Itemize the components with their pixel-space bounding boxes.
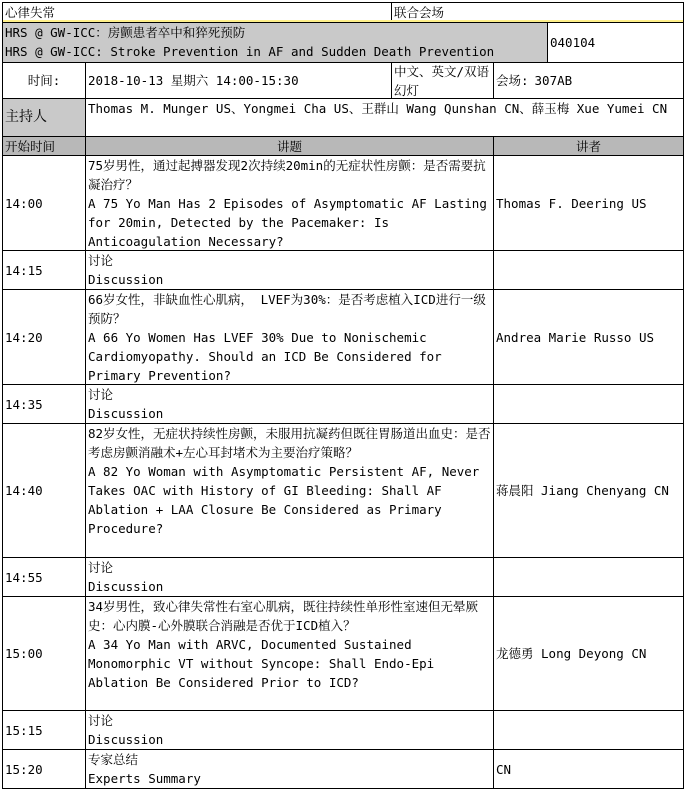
topic-cn: 82岁女性，无症状持续性房颤，未服用抗凝药但既往胃肠道出血史：是否考虑房颤消融术+左心耳封堵术为主要治疗策略？: [88, 426, 491, 460]
row-topic-cell: [86, 558, 494, 596]
session-type: 联合会场: [394, 5, 445, 20]
title-cell: [3, 23, 548, 62]
row-topic-cell: [86, 750, 494, 788]
column-header-row: [2, 137, 684, 156]
table-row: [2, 750, 684, 789]
col-topic-label: 讲题: [276, 138, 302, 154]
header-accent-strip: [3, 20, 683, 22]
title-row: [2, 23, 684, 63]
topic-en: Discussion: [88, 732, 164, 747]
topic-cn: 讨论: [88, 387, 114, 402]
col-start-time-header: [3, 137, 86, 155]
topic-en: A 34 Yo Man with ARVC, Documented Sustained Monomorphic VT without Syncope: Shall Endo-Epi Ablation Be Considered Prior to ICD?: [88, 637, 435, 690]
row-time-cell: [3, 558, 86, 596]
speaker: 龙德勇 Long Deyong CN: [496, 646, 647, 661]
row-speaker-cell: [494, 750, 683, 788]
topic-en: Experts Summary: [88, 771, 201, 786]
speaker: CN: [496, 761, 512, 777]
time-value-cell: [86, 63, 392, 98]
speaker: Thomas F. Deering US: [496, 195, 647, 211]
row-time: 15:15: [5, 722, 43, 738]
hosts: Thomas M. Munger US、Yongmei Cha US、王群山 Wang Qunshan CN、薛玉梅 Xue Yumei CN: [88, 101, 668, 116]
topic-en: Discussion: [88, 406, 164, 421]
row-time-cell: [3, 424, 86, 557]
row-speaker-cell: [494, 558, 683, 596]
row-speaker-cell: [494, 385, 683, 423]
row-topic-cell: [86, 597, 494, 710]
topic-cn: 75岁男性，通过起搏器发现2次持续20min的无症状性房颤：是否需要抗凝治疗？: [88, 158, 486, 192]
topic-cn: 讨论: [88, 560, 114, 575]
row-speaker-cell: [494, 597, 683, 710]
topic-en: A 75 Yo Man Has 2 Episodes of Asymptomatic AF Lasting for 20min, Detected by the Pacemaker: Is Anticoagulation Necessary?: [88, 196, 487, 249]
time-label-cell: [3, 63, 86, 98]
table-row: [2, 251, 684, 290]
language-cell: [392, 63, 494, 98]
row-time: 14:40: [5, 483, 43, 498]
venue-label: 会场:: [496, 73, 529, 88]
row-time: 14:55: [5, 569, 43, 585]
time-value: 2018-10-13 星期六 14:00-15:30: [88, 73, 299, 88]
row-time-cell: [3, 597, 86, 710]
host-label-cell: [3, 99, 86, 136]
topic-en: Discussion: [88, 272, 164, 287]
title-cn: HRS @ GW-ICC：房颤患者卒中和猝死预防: [5, 25, 246, 40]
col-speaker-label: 讲者: [575, 138, 601, 154]
row-topic-cell: [86, 156, 494, 250]
topic-en: A 66 Yo Women Has LVEF 30% Due to Nonischemic Cardiomyopathy. Should an ICD Be Considered for Primary Prevention?: [88, 330, 442, 383]
table-row: [2, 597, 684, 711]
host-row: [2, 99, 684, 137]
category-label: 心律失常: [5, 5, 56, 20]
topic-cn: 讨论: [88, 713, 114, 728]
row-speaker-cell: [494, 424, 683, 557]
topic-cn: 专家总结: [88, 752, 139, 767]
language: 中文、英文/双语幻灯: [394, 63, 490, 98]
topic-en: A 82 Yo Woman with Asymptomatic Persistent AF, Never Takes OAC with History of GI Bleeding: Shall AF Ablation + LAA Closure Be Considered as Primary Procedure?: [88, 464, 480, 536]
row-speaker-cell: [494, 251, 683, 289]
row-time-cell: [3, 750, 86, 788]
row-time-cell: [3, 385, 86, 423]
row-time: 15:20: [5, 761, 43, 777]
topic-cn: 讨论: [88, 253, 114, 268]
row-time-cell: [3, 711, 86, 749]
table-row: [2, 156, 684, 251]
hosts-cell: [86, 99, 683, 136]
table-row: [2, 290, 684, 385]
topic-cn: 34岁男性，致心律失常性右室心肌病，既往持续性单形性室速但无晕厥史：心内膜-心外膜联合消融是否优于ICD植入？: [88, 599, 479, 633]
topic-en: Discussion: [88, 579, 164, 594]
speaker: Andrea Marie Russo US: [496, 329, 655, 345]
col-start-time-label: 开始时间: [5, 138, 56, 154]
row-time-cell: [3, 156, 86, 250]
row-topic-cell: [86, 385, 494, 423]
topic-cn: 66岁女性，非缺血性心肌病， LVEF为30%：是否考虑植入ICD进行一级预防？: [88, 292, 486, 326]
code-cell: [548, 23, 683, 62]
col-speaker-header: [494, 137, 683, 155]
row-time: 14:35: [5, 396, 43, 412]
venue-cell: [494, 63, 683, 98]
row-time: 14:15: [5, 262, 43, 278]
session-code: 040104: [550, 35, 596, 50]
row-topic-cell: [86, 251, 494, 289]
host-label: 主持人: [5, 109, 47, 125]
row-time: 14:20: [5, 329, 43, 345]
time-row: [2, 63, 684, 99]
row-speaker-cell: [494, 290, 683, 384]
row-speaker-cell: [494, 711, 683, 749]
row-time-cell: [3, 290, 86, 384]
program-sheet: [2, 2, 684, 789]
row-topic-cell: [86, 290, 494, 384]
row-time: 14:00: [5, 195, 43, 211]
speaker: 蒋晨阳 Jiang Chenyang CN: [496, 483, 669, 498]
table-row: [2, 424, 684, 558]
row-topic-cell: [86, 424, 494, 557]
row-speaker-cell: [494, 156, 683, 250]
table-row: [2, 558, 684, 597]
category-row: [2, 2, 684, 23]
row-topic-cell: [86, 711, 494, 749]
table-row: [2, 385, 684, 424]
time-label: 时间:: [27, 73, 61, 88]
row-time-cell: [3, 251, 86, 289]
row-time: 15:00: [5, 646, 43, 661]
venue-value: 307AB: [534, 73, 573, 88]
col-topic-header: [86, 137, 494, 155]
table-row: [2, 711, 684, 750]
title-en: HRS @ GW-ICC: Stroke Prevention in AF and Sudden Death Prevention: [5, 44, 495, 59]
